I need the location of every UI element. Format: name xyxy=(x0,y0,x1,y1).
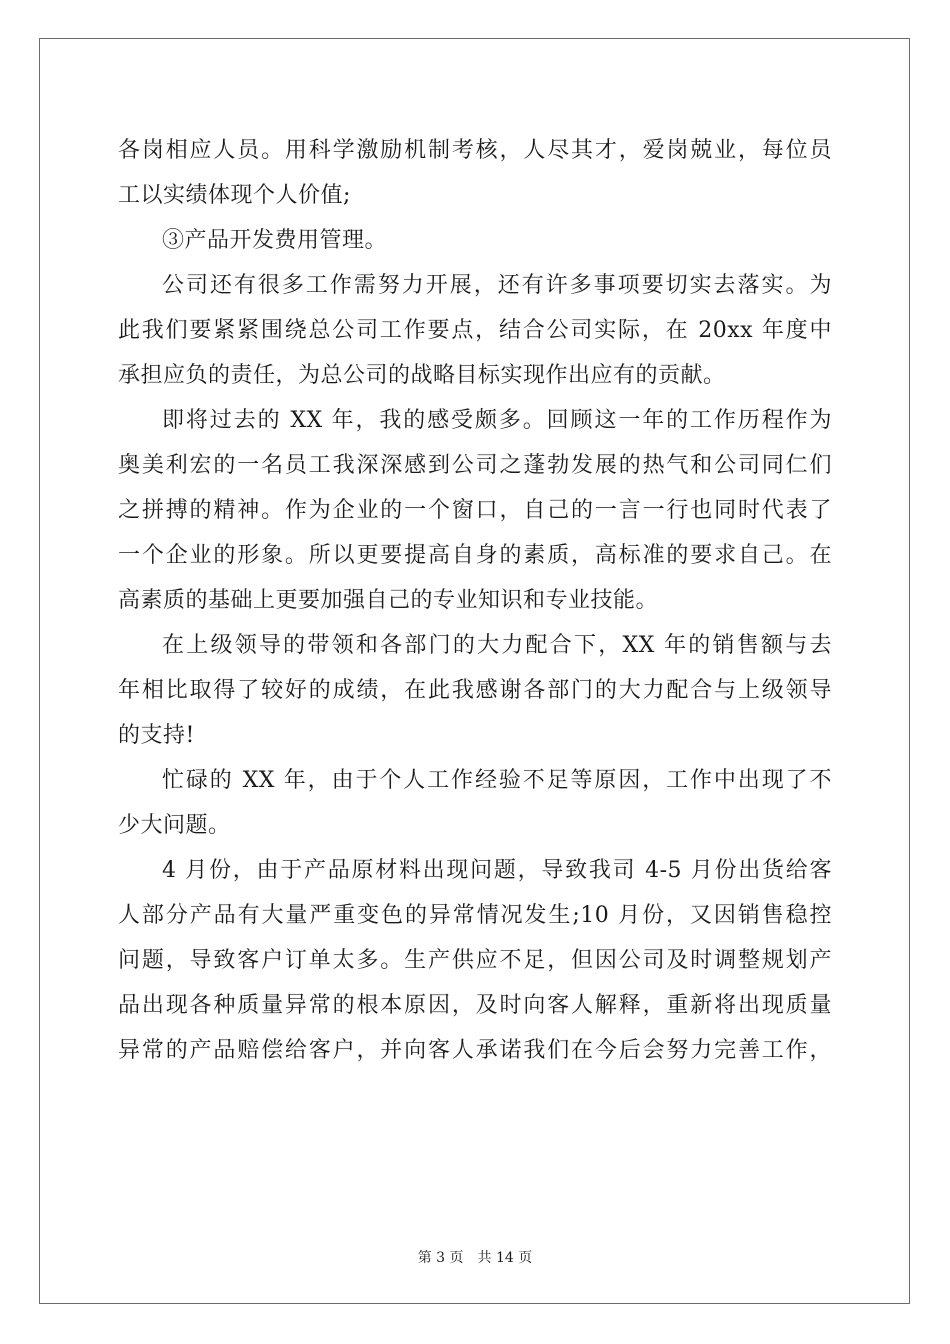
text-line: 即将过去的 XX 年，我的感受颇多。回顾这一年的工作历程作为 xyxy=(162,408,832,433)
text-line: 之拼搏的精神。作为企业的一个窗口，自己的一言一行也同时代表了 xyxy=(118,498,832,523)
text-line: 年相比取得了较好的成绩，在此我感谢各部门的大力配合与上级领导 xyxy=(118,678,832,703)
page-total: 共 14 页 xyxy=(477,1250,533,1266)
text-line: 奥美利宏的一名员工我深深感到公司之蓬勃发展的热气和公司同仁们 xyxy=(118,453,832,478)
text-line: 人部分产品有大量严重变色的异常情况发生;10 月份，又因销售稳控 xyxy=(118,903,832,928)
text-line: 异常的产品赔偿给客户，并向客人承诺我们在今后会努力完善工作， xyxy=(118,1038,832,1063)
document-body xyxy=(118,128,832,1073)
text-line: 的支持! xyxy=(118,723,195,748)
text-line: 4 月份，由于产品原材料出现问题，导致我司 4-5 月份出货给客 xyxy=(162,858,832,883)
text-line: 工以实绩体现个人价值; xyxy=(118,183,351,208)
text-line: 各岗相应人员。用科学激励机制考核，人尽其才，爱岗兢业，每位员 xyxy=(118,138,832,163)
text-line: 问题，导致客户订单太多。生产供应不足，但因公司及时调整规划产 xyxy=(118,948,832,973)
text-line: 品出现各种质量异常的根本原因，及时向客人解释，重新将出现质量 xyxy=(118,993,832,1018)
text-line: 此我们要紧紧围绕总公司工作要点，结合公司实际，在 20xx 年度中 xyxy=(118,318,832,343)
text-line: 公司还有很多工作需努力开展，还有许多事项要切实去落实。为 xyxy=(162,273,832,298)
text-line: 一个企业的形象。所以更要提高自身的素质，高标准的要求自己。在 xyxy=(118,543,832,568)
text-line: 高素质的基础上更要加强自己的专业知识和专业技能。 xyxy=(118,588,659,613)
page-number: 第 3 页 xyxy=(417,1250,464,1266)
text-line: ③产品开发费用管理。 xyxy=(162,228,388,253)
text-line: 少大问题。 xyxy=(118,813,231,838)
text-line: 在上级领导的带领和各部门的大力配合下，XX 年的销售额与去 xyxy=(162,633,832,658)
text-line: 承担应负的责任，为总公司的战略目标实现作出应有的贡献。 xyxy=(118,363,726,388)
text-line: 忙碌的 XX 年，由于个人工作经验不足等原因，工作中出现了不 xyxy=(162,768,832,793)
page-footer xyxy=(0,1249,950,1267)
